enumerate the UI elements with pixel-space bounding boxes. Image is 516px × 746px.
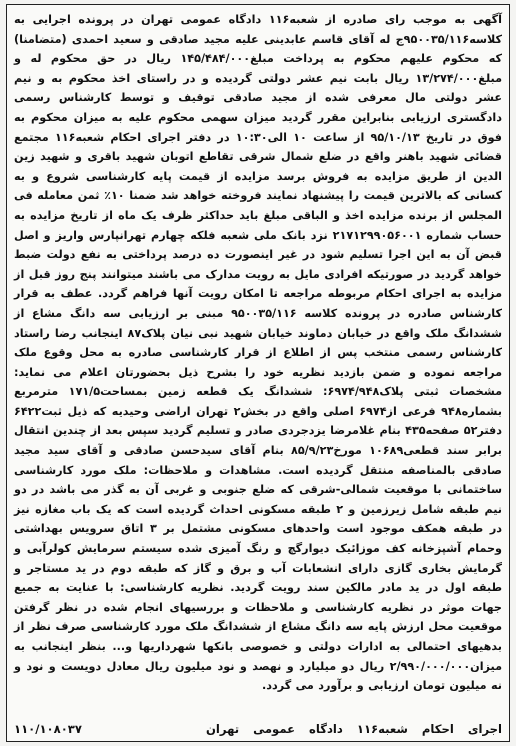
notice-code: ۱۱۰/۱۰۸۰۳۷ xyxy=(14,722,82,736)
notice-footer xyxy=(14,720,502,738)
legal-notice xyxy=(6,4,510,742)
notice-body: آگهی به موجب رای صادره از شعبه۱۱۶ دادگاه عمومی تهران در پرونده اجرایی به کلاسه۹۵۰۰۳۵/۱۱۶ج له آقای قاسم عابدینی علیه مجید صادقی و سعید احمدی (متضامنا) که محکوم علیهم محکوم به پرداخت مبلغ۱۴۵/۴۸۴/۰۰۰ ریال در حق محکوم له و مبلغ۱۳/۲۷۴/۰۰۰ ریال بابت نیم عشر دولتی گردیده و در راستای اخذ محکوم به و نیم عشر دولتی مال معرفی شده از مجید صادقی توقیف و توسط کارشناس رسمی دادگستری ارزیابی بنابراین مقرر گردید میزان سهمی محکوم علیه به میزان محکوم به فوق در تاریخ ۹۵/۱۰/۱۳ از ساعت ۱۰ الی۱۰:۳۰ در دفتر اجرای احکام شعبه۱۱۶ مجتمع قضائی شهید باهنر واقع در ضلع شمال شرقی تقاطع اتوبان شهید باقری و شهید زین الدین از طریق مزایده به فروش برسد مزایده از قیمت پایه کارشناسی شروع و به کسانی که بالاترین قیمت را پیشنهاد نمایند فروخته خواهد شد ضمنا ۱۰٪ ثمن معامله فی المجلس از برنده مزایده اخذ و الباقی مبلغ باید حداکثر ظرف یک ماه از تاریخ مزایده به حساب شماره ۲۱۷۱۲۹۹۰۵۶۰۰۱ نزد بانک ملی شعبه فلکه چهارم تهرانپارس واریز و اصل قبض آن به این اجرا تسلیم شود در غیر اینصورت ده درصد پرداختی به نفع دولت ضبط خواهد گردید در صورتیکه افرادی مایل به رویت مدارک می باشند میتوانند پنج روز قبل از مزایده به اجرای احکام مربوطه مراجعه تا امکان رویت آنها فراهم گردد. عطف به قرار کارشناس صادره در پرونده کلاسه ۹۵۰۰۳۵/۱۱۶ مبنی بر ارزیابی سه دانگ مشاع از ششدانگ ملک واقع در خیابان دماوند خیابان شهید نبی نیان پلاک۸۷ اینجانب رضا راستاد کارشناس رسمی منتخب پس از اطلاع از قرار کارشناسی صادره به محل وقوع ملک مراجعه نموده و ضمن بازدید نظریه خود را بشرح ذیل بحضورتان اعلام می نماید: مشخصات ثبتی پلاک۶۹۷۴/۹۴۸: ششدانگ یک قطعه زمین بمساحت۱۷۱/۵ مترمربع بشماره۹۴۸ فرعی از۶۹۷۴ اصلی واقع در بخش۲ تهران اراضی وحیدیه که ذیل ثبت۶۴۲۲ دفتر۵۲ صفحه۴۳۵ بنام غلامرضا یزدجردی صادر و تسلیم گردید سپس بعد از چندین انتقال برابر سند قطعی۱۰۶۸۹ مورخ۸۵/۹/۲۳ بنام آقای سیدحسن صادقی و آقای سید مجید صادقی بالمناصفه منتقل گردیده است. مشاهدات و ملاحظات: ملک مورد کارشناسی ساختمانی با موقعیت شمالی-شرقی که ضلع جنوبی و غربی آن به گذر می باشد در دو نیم طبقه شامل زیرزمین و ۲ طبقه مسکونی احداث گردیده است که یک باب مغازه نیز در طبقه همکف موجود است واحدهای مسکونی مشتمل بر ۳ اتاق سرویس بهداشتی وحمام آشپزخانه کف موزائیک دیوارگچ و رنگ آمیزی شده سیستم سرمایش کولرآبی و گرمایش بخاری گازی دارای انشعابات آب و برق و گاز که طبقه دوم در ید مستاجر و طبقه اول در ید مادر مالکین سند رویت گردید. نظریه کارشناسی: با عنایت به جمیع جهات موثر در نظریه کارشناسی و ملاحظات و بررسیهای انجام شده در نظر گرفتن موقعیت محل ارزش پایه سه دانگ مشاع از ششدانگ ملک مورد کارشناسی صرف نظر از بدهیهای احتمالی به ادارات دولتی و خصوصی بانکها شهرداریها و... بنظر اینجانب به میزان۲/۹۹۰/۰۰۰/۰۰۰ ریال دو میلیارد و نهصد و نود میلیون ریال معادل دویست و نود و نه میلیون تومان ارزیابی و برآورد می گردد. xyxy=(14,13,503,693)
issuer-name: اجرای احکام شعبه۱۱۶ دادگاه عمومی تهران xyxy=(206,722,502,736)
